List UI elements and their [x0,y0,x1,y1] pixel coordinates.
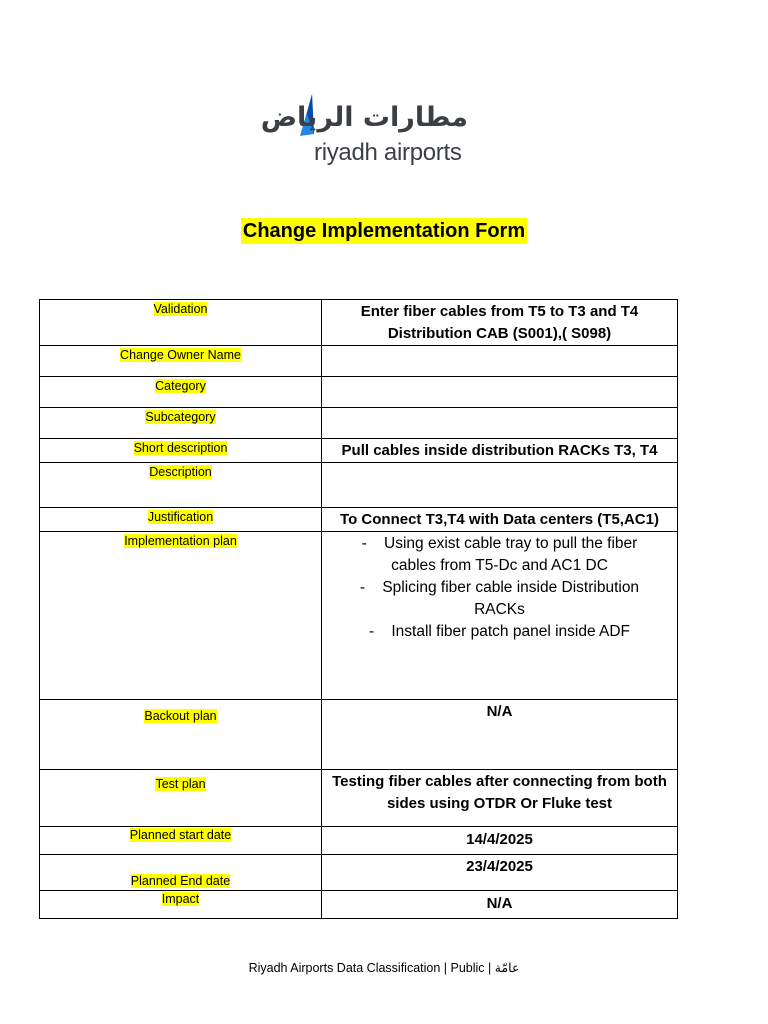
label-cell [40,346,322,377]
row-implementation-plan [40,532,678,700]
backout-plan-value: N/A [486,703,513,720]
plan-step: - Install fiber patch panel inside ADF [330,621,669,643]
label-cell [40,463,322,508]
test-plan-label: Test plan [155,777,206,791]
impact-value: N/A [486,895,513,912]
description-value [322,463,677,464]
value-cell [322,532,678,700]
label-cell [40,700,322,770]
logo-english-text: riyadh airports [314,139,462,166]
label-cell [40,532,322,700]
form-title [0,216,768,246]
row-validation [40,300,678,346]
row-planned-start-date [40,827,678,855]
planned-start-date-label: Planned start date [129,828,232,842]
description-label: Description [149,465,212,479]
justification-label: Justification [147,510,214,524]
validation-label: Validation [153,302,208,316]
implementation-plan-label: Implementation plan [124,534,237,548]
label-cell [40,827,322,855]
value-cell [322,463,678,508]
row-justification [40,508,678,532]
row-backout-plan [40,700,678,770]
value-cell [322,377,678,408]
implementation-plan-list [322,532,677,643]
impact-label: Impact [161,892,200,906]
label-cell [40,439,322,463]
label-cell [40,408,322,439]
row-change-owner [40,346,678,377]
category-label: Category [155,379,206,393]
short-description-label: Short description [133,441,228,455]
change-owner-label: Change Owner Name [120,348,241,362]
label-cell [40,855,322,891]
plan-step: - Splicing fiber cable inside Distribution RACKs [330,577,669,621]
planned-end-date-value: 23/4/2025 [466,858,533,875]
value-cell [322,770,678,827]
data-classification-footer: Riyadh Airports Data Classification | Public | عامّة [248,961,520,975]
planned-start-date-value: 14/4/2025 [466,831,533,848]
backout-plan-label: Backout plan [144,709,217,723]
category-value [322,377,677,378]
row-description [40,463,678,508]
change-owner-value [322,346,677,347]
value-cell [322,855,678,891]
value-cell [322,700,678,770]
logo-arabic-text: مطارات الرياض [260,102,468,133]
validation-value: Enter fiber cables from T5 to T3 and T4 Distribution CAB (S001),( S098) [360,303,639,342]
row-test-plan [40,770,678,827]
form-title-text: Change Implementation Form [242,220,526,242]
plan-step: - Using exist cable tray to pull the fiber cables from T5-Dc and AC1 DC [330,533,669,577]
justification-value: To Connect T3,T4 with Data centers (T5,AC1) [340,511,659,528]
subcategory-value [322,408,677,409]
change-form-table [39,299,678,919]
value-cell [322,439,678,463]
label-cell [40,770,322,827]
label-cell [40,377,322,408]
value-cell [322,408,678,439]
planned-end-date-label: Planned End date [130,874,231,888]
value-cell [322,346,678,377]
row-subcategory [40,408,678,439]
label-cell [40,891,322,919]
row-category [40,377,678,408]
value-cell [322,300,678,346]
row-short-description [40,439,678,463]
value-cell [322,508,678,532]
label-cell [40,300,322,346]
row-impact [40,891,678,919]
value-cell [322,891,678,919]
test-plan-value: Testing fiber cables after connecting from both sides using OTDR Or Fluke test [332,773,667,812]
short-description-value: Pull cables inside distribution RACKs T3, T4 [341,442,658,459]
label-cell [40,508,322,532]
riyadh-airports-logo [260,94,470,174]
subcategory-label: Subcategory [145,410,216,424]
value-cell [322,827,678,855]
row-planned-end-date [40,855,678,891]
